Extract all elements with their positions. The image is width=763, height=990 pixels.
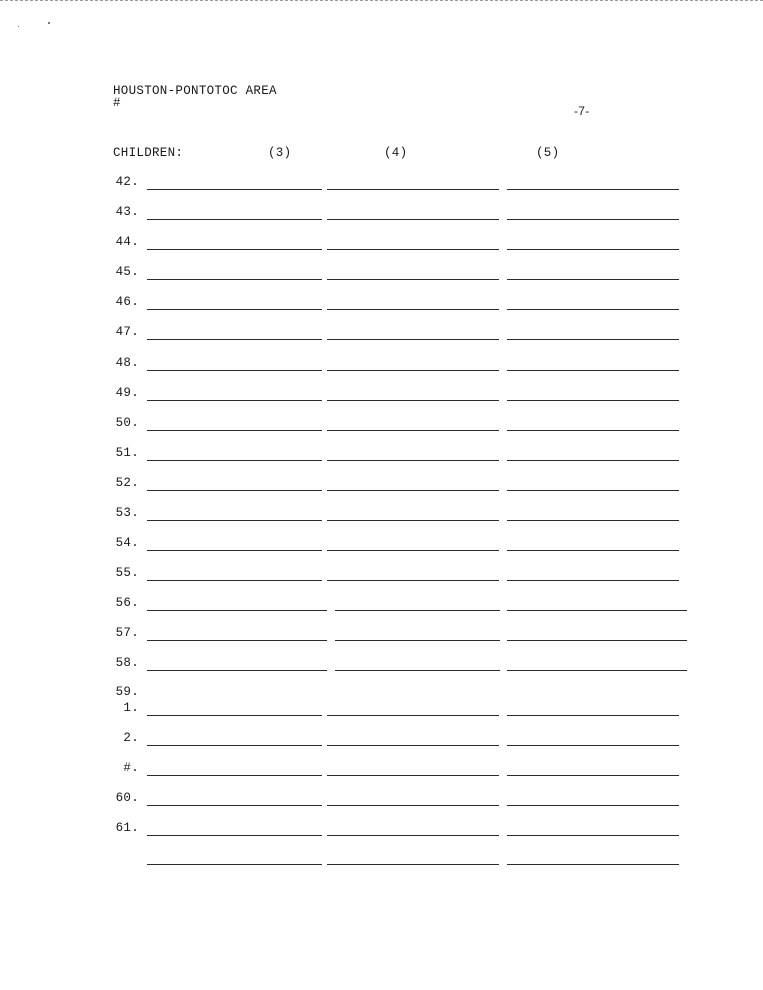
answer-line-col-3[interactable] xyxy=(147,309,322,310)
column-header-5: (5) xyxy=(536,146,560,160)
area-title: HOUSTON-PONTOTOC AREA xyxy=(113,84,277,98)
answer-line-col-5[interactable] xyxy=(507,219,679,220)
row-number-label: 45. xyxy=(115,265,139,279)
answer-line-col-4[interactable] xyxy=(327,775,499,776)
answer-line-col-4[interactable] xyxy=(327,460,499,461)
row-number-label: 59. xyxy=(115,685,139,699)
answer-line-col-3[interactable] xyxy=(147,249,322,250)
answer-line-col-5[interactable] xyxy=(507,640,687,641)
answer-line-col-3[interactable] xyxy=(147,775,322,776)
answer-line-col-3[interactable] xyxy=(147,745,322,746)
answer-line-col-4[interactable] xyxy=(327,520,499,521)
answer-line-col-4[interactable] xyxy=(327,249,499,250)
answer-line-col-5[interactable] xyxy=(507,775,679,776)
row-number-label: #. xyxy=(123,761,139,775)
row-number-label: 47. xyxy=(115,325,139,339)
row-number-label: 1. xyxy=(123,701,139,715)
row-number-label: 43. xyxy=(115,205,139,219)
row-number-label: 55. xyxy=(115,566,139,580)
answer-line-col-4[interactable] xyxy=(327,745,499,746)
answer-line-col-3[interactable] xyxy=(147,490,322,491)
answer-line-col-5[interactable] xyxy=(507,864,679,865)
answer-line-col-4[interactable] xyxy=(327,805,499,806)
answer-line-col-4[interactable] xyxy=(327,279,499,280)
row-number-label: 60. xyxy=(115,791,139,805)
scan-speck xyxy=(18,26,19,27)
row-number-label: 56. xyxy=(115,596,139,610)
answer-line-col-5[interactable] xyxy=(507,339,679,340)
answer-line-col-5[interactable] xyxy=(507,610,687,611)
answer-line-col-4[interactable] xyxy=(327,835,499,836)
answer-line-col-4[interactable] xyxy=(327,400,499,401)
page-top-border xyxy=(0,0,763,1)
header-hash-mark: # xyxy=(113,96,121,110)
answer-line-col-3[interactable] xyxy=(147,339,322,340)
answer-line-col-5[interactable] xyxy=(507,249,679,250)
answer-line-col-3[interactable] xyxy=(147,189,322,190)
answer-line-col-3[interactable] xyxy=(147,520,322,521)
column-header-4: (4) xyxy=(384,146,408,160)
children-section-label: CHILDREN: xyxy=(113,146,184,160)
answer-line-col-5[interactable] xyxy=(507,715,679,716)
answer-line-col-5[interactable] xyxy=(507,835,679,836)
answer-line-col-5[interactable] xyxy=(507,400,679,401)
row-number-label: 42. xyxy=(115,175,139,189)
answer-line-col-4[interactable] xyxy=(327,490,499,491)
answer-line-col-5[interactable] xyxy=(507,670,687,671)
answer-line-col-3[interactable] xyxy=(147,715,322,716)
answer-line-col-5[interactable] xyxy=(507,550,679,551)
answer-line-col-3[interactable] xyxy=(147,400,322,401)
page-number: -7- xyxy=(574,104,590,118)
answer-line-col-3[interactable] xyxy=(147,580,322,581)
answer-line-col-3[interactable] xyxy=(147,219,322,220)
row-number-label: 53. xyxy=(115,506,139,520)
answer-line-col-5[interactable] xyxy=(507,745,679,746)
answer-line-col-5[interactable] xyxy=(507,279,679,280)
answer-line-col-5[interactable] xyxy=(507,580,679,581)
row-number-label: 46. xyxy=(115,295,139,309)
answer-line-col-3[interactable] xyxy=(147,670,327,671)
answer-line-col-5[interactable] xyxy=(507,430,679,431)
answer-line-col-4[interactable] xyxy=(327,189,499,190)
answer-line-col-4[interactable] xyxy=(335,670,500,671)
row-number-label: 2. xyxy=(123,731,139,745)
answer-line-col-4[interactable] xyxy=(335,640,500,641)
row-number-label: 52. xyxy=(115,476,139,490)
row-number-label: 48. xyxy=(115,356,139,370)
answer-line-col-4[interactable] xyxy=(327,430,499,431)
answer-line-col-3[interactable] xyxy=(147,460,322,461)
answer-line-col-5[interactable] xyxy=(507,309,679,310)
row-number-label: 58. xyxy=(115,656,139,670)
row-number-label: 44. xyxy=(115,235,139,249)
answer-line-col-4[interactable] xyxy=(335,610,500,611)
answer-line-col-4[interactable] xyxy=(327,715,499,716)
answer-line-col-5[interactable] xyxy=(507,805,679,806)
answer-line-col-5[interactable] xyxy=(507,370,679,371)
answer-line-col-4[interactable] xyxy=(327,580,499,581)
answer-line-col-3[interactable] xyxy=(147,835,322,836)
answer-line-col-3[interactable] xyxy=(147,430,322,431)
answer-line-col-3[interactable] xyxy=(147,864,322,865)
answer-line-col-3[interactable] xyxy=(147,279,322,280)
scan-speck xyxy=(48,22,50,24)
answer-line-col-3[interactable] xyxy=(147,370,322,371)
answer-line-col-5[interactable] xyxy=(507,460,679,461)
answer-line-col-4[interactable] xyxy=(327,219,499,220)
answer-line-col-3[interactable] xyxy=(147,610,327,611)
answer-line-col-3[interactable] xyxy=(147,640,327,641)
row-number-label: 51. xyxy=(115,446,139,460)
row-number-label: 49. xyxy=(115,386,139,400)
answer-line-col-4[interactable] xyxy=(327,370,499,371)
answer-line-col-5[interactable] xyxy=(507,520,679,521)
column-header-3: (3) xyxy=(268,146,292,160)
answer-line-col-4[interactable] xyxy=(327,864,499,865)
answer-line-col-5[interactable] xyxy=(507,189,679,190)
answer-line-col-3[interactable] xyxy=(147,805,322,806)
answer-line-col-4[interactable] xyxy=(327,550,499,551)
row-number-label: 57. xyxy=(115,626,139,640)
answer-line-col-3[interactable] xyxy=(147,550,322,551)
answer-line-col-5[interactable] xyxy=(507,490,679,491)
answer-line-col-4[interactable] xyxy=(327,339,499,340)
row-number-label: 61. xyxy=(115,821,139,835)
row-number-label: 50. xyxy=(115,416,139,430)
answer-line-col-4[interactable] xyxy=(327,309,499,310)
row-number-label: 54. xyxy=(115,536,139,550)
